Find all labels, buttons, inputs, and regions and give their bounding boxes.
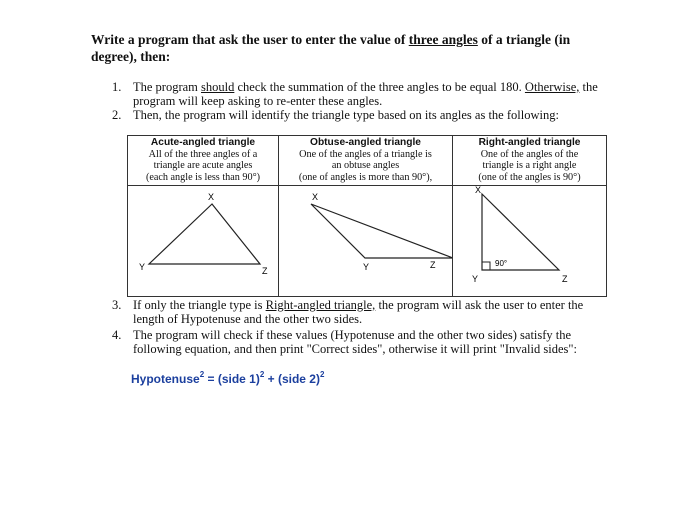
pythagorean-formula: Hypotenuse$^2$ = (side 1)$^2$ + (side 2)$^2$ [131, 370, 325, 386]
vertex-z-label: Z [430, 260, 436, 270]
obtuse-description-cell: Obtuse-angled triangle One of the angles of a triangle is an obtuse angles (one of angles is more than 90°), [279, 136, 453, 186]
vertex-x-label: X [312, 192, 319, 202]
right-triangle-cell [453, 186, 607, 297]
assignment-title: Write a program that ask the user to enter the value of three angles of a triangle (in degree), then: [91, 32, 571, 64]
triangle-types-table [127, 135, 607, 297]
right-description-cell: Right-angled triangle One of the angles of the triangle is a right angle (one of the angles is 90°) [453, 136, 607, 186]
table-row [128, 186, 607, 297]
document-page: Write a program that ask the user to enter the value of three angles of a triangle (in degree), then: 1. The program should check the summation of the three angles to be equal 180. Otherwise, the program will keep asking to re-enter these angles. 2. Then, the program will identify the triangle type based on its angles as the following: Acute-angled triangle All of the three angles of a triangle are acute angles (each angle is less than 90°) Obtuse-angled triangle One of the angles of a triangle is an obtuse angles (one of angles is more than 90°), Right-angled triangle One of the angles of the triangle is a right angle (one of the angles is 90°) X Y Z X Y Z X Y Z 90° 3. If only the triangle type is Right-angled triangle, the program will ask the user to enter the length of Hypotenuse and the other two sides. 4. The program will check if these values (Hypotenuse and the other two sides) satisfy the following equation, and then print "Correct sides", otherwise it will print "Invalid sides": Hypotenuse$^2$ = (side 1)$^2$ + (side 2)$^2$ [0, 0, 700, 508]
vertex-z-label: Z [262, 266, 268, 276]
obtuse-triangle-figure [279, 186, 452, 296]
vertex-y-label: Y [472, 274, 479, 284]
vertex-x-label: X [475, 186, 482, 195]
acute-description-cell: Acute-angled triangle All of the three angles of a triangle are acute angles (each angle is less than 90°) [128, 136, 279, 186]
vertex-x-label: X [208, 192, 215, 202]
obtuse-triangle-cell [279, 186, 453, 297]
right-triangle-figure [453, 186, 606, 296]
table-row [128, 136, 607, 186]
acute-triangle-figure [128, 186, 278, 296]
acute-triangle-cell [128, 186, 279, 297]
vertex-z-label: Z [562, 274, 568, 284]
vertex-y-label: Y [363, 262, 370, 272]
vertex-y-label: Y [139, 262, 146, 272]
right-angle-label: 90° [495, 259, 508, 268]
